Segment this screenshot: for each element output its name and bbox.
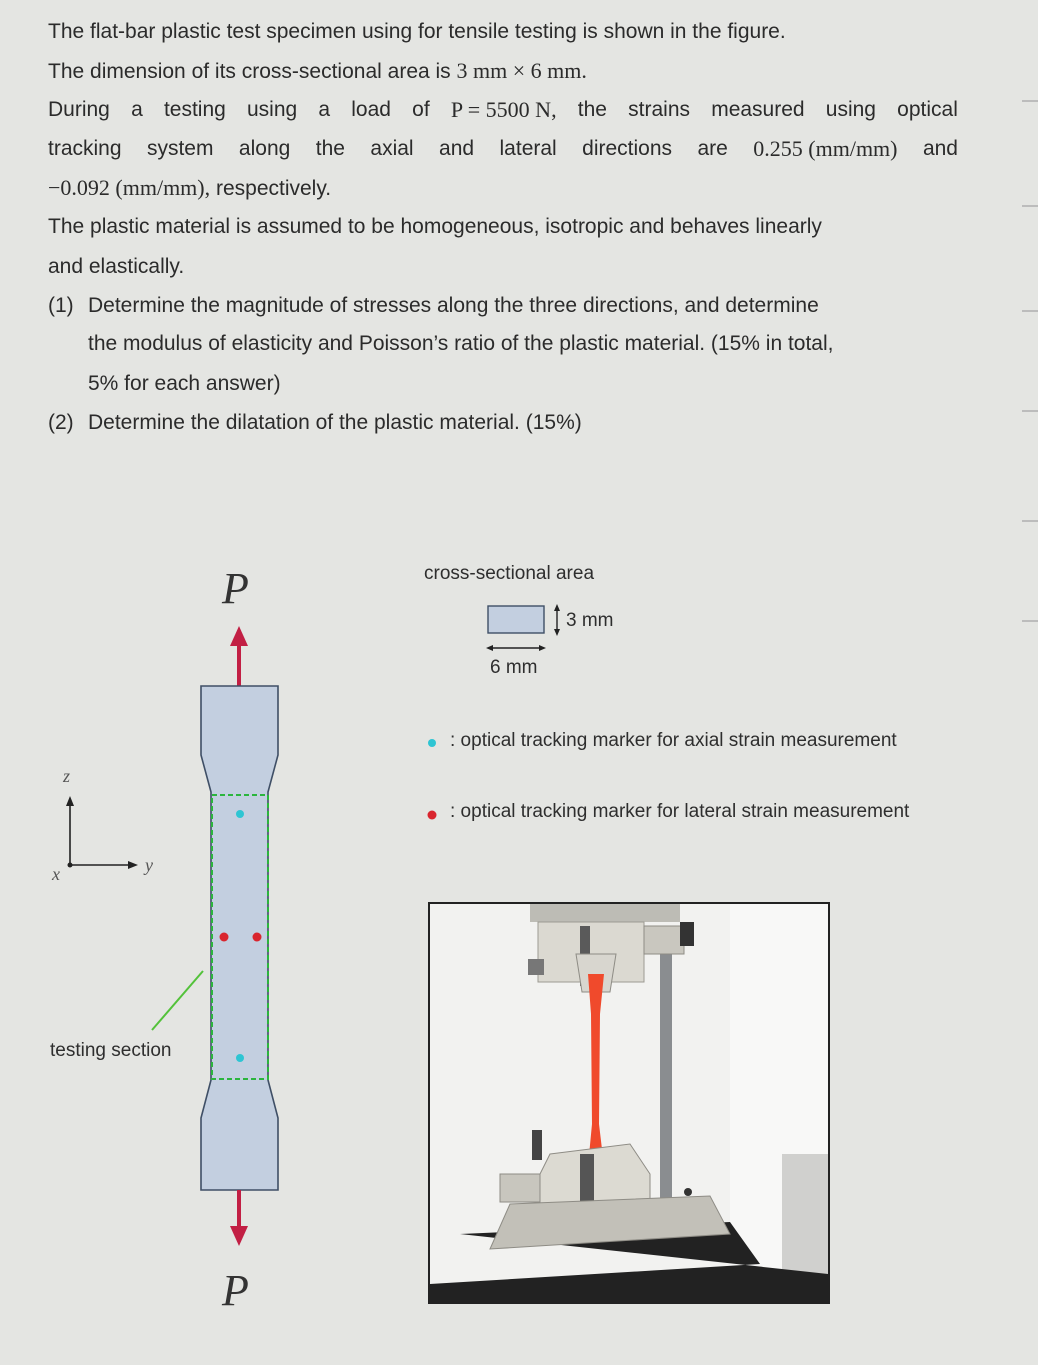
word: strains <box>628 98 691 121</box>
word: and <box>922 137 958 160</box>
word: using <box>247 98 298 121</box>
edge-mark <box>1022 100 1038 102</box>
word: During <box>48 98 110 121</box>
problem-line-6: The plastic material is assumed to be homogeneous, isotropic and behaves linearly <box>48 215 822 238</box>
lateral-marker-left <box>220 933 229 942</box>
lateral-marker-legend-icon <box>424 807 440 823</box>
width-dimension-arrow-icon <box>486 645 546 651</box>
load-arrow-up-icon <box>230 626 248 686</box>
word: are <box>697 137 728 160</box>
cross-section-diagram <box>480 600 570 660</box>
word: optical <box>897 98 958 121</box>
testing-machine-photo <box>428 902 830 1304</box>
edge-mark <box>1022 520 1038 522</box>
word: measured <box>711 98 805 121</box>
question-2-number: (2) <box>48 411 74 434</box>
testing-section-label: testing section <box>50 1040 172 1061</box>
axial-strain-value: 0.255 (mm/mm) <box>753 136 898 161</box>
question-1-line-1: Determine the magnitude of stresses along the three directions, and determine <box>88 294 819 317</box>
axis-x-label: x <box>52 864 60 884</box>
problem-line-7: and elastically. <box>48 255 185 278</box>
word: load <box>351 98 391 121</box>
problem-line-2-text: The dimension of its cross-sectional area is <box>48 60 451 83</box>
axial-marker-bottom <box>236 1054 244 1062</box>
word: system <box>146 137 214 160</box>
question-2-line-1: Determine the dilatation of the plastic material. (15%) <box>88 411 582 434</box>
legend-axial-text: : optical tracking marker for axial strain measurement <box>450 730 897 751</box>
height-dimension-arrow-icon <box>554 604 560 636</box>
height-dimension-label: 3 mm <box>566 610 614 631</box>
problem-line-2 <box>48 58 958 85</box>
question-1-line-2: the modulus of elasticity and Poisson’s ratio of the plastic material. (15% in total, <box>88 332 834 355</box>
word: a <box>318 98 331 121</box>
testing-section-leader <box>152 971 203 1030</box>
cross-section-dimension: 3 mm × 6 mm. <box>456 58 587 83</box>
lateral-marker-right <box>253 933 262 942</box>
word: along <box>238 137 291 160</box>
word: the <box>315 137 345 160</box>
word: testing <box>163 98 226 121</box>
cross-section-title: cross-sectional area <box>424 563 595 584</box>
cross-section-rect <box>488 606 544 633</box>
load-value: P = 5500 N, <box>450 97 557 122</box>
word: using <box>825 98 876 121</box>
word: a <box>131 98 143 121</box>
word: of <box>412 98 430 121</box>
problem-line-1: The flat-bar plastic test specimen using for tensile testing is shown in the figure. <box>48 20 786 43</box>
legend-lateral-text: : optical tracking marker for lateral strain measurement <box>450 801 910 822</box>
axis-z-label: z <box>63 766 71 786</box>
lateral-strain-value: −0.092 (mm/mm), <box>48 175 211 200</box>
testing-machine-illustration <box>430 904 828 1302</box>
edge-mark <box>1022 410 1038 412</box>
problem-line-4 <box>48 136 958 162</box>
word: the <box>577 98 607 121</box>
problem-line-5-text: respectively. <box>215 177 332 200</box>
word: lateral <box>499 137 557 160</box>
load-label-bottom: P <box>222 1266 249 1315</box>
word: directions <box>582 137 673 160</box>
load-label-top: P <box>222 564 249 613</box>
question-1-line-3: 5% for each answer) <box>88 372 281 395</box>
problem-line-3 <box>48 97 958 123</box>
question-1-number: (1) <box>48 294 74 317</box>
word: and <box>439 137 475 160</box>
width-dimension-label: 6 mm <box>490 657 538 678</box>
problem-line-5 <box>48 175 958 202</box>
axes-icon <box>66 796 138 869</box>
edge-mark <box>1022 620 1038 622</box>
axial-marker-top <box>236 810 244 818</box>
axial-marker-legend-icon <box>424 735 440 751</box>
word: axial <box>370 137 414 160</box>
word: tracking <box>48 137 122 160</box>
specimen-diagram <box>0 600 420 1280</box>
edge-mark <box>1022 310 1038 312</box>
edge-mark <box>1022 205 1038 207</box>
load-arrow-down-icon <box>230 1190 248 1246</box>
axis-y-label: y <box>145 855 153 875</box>
